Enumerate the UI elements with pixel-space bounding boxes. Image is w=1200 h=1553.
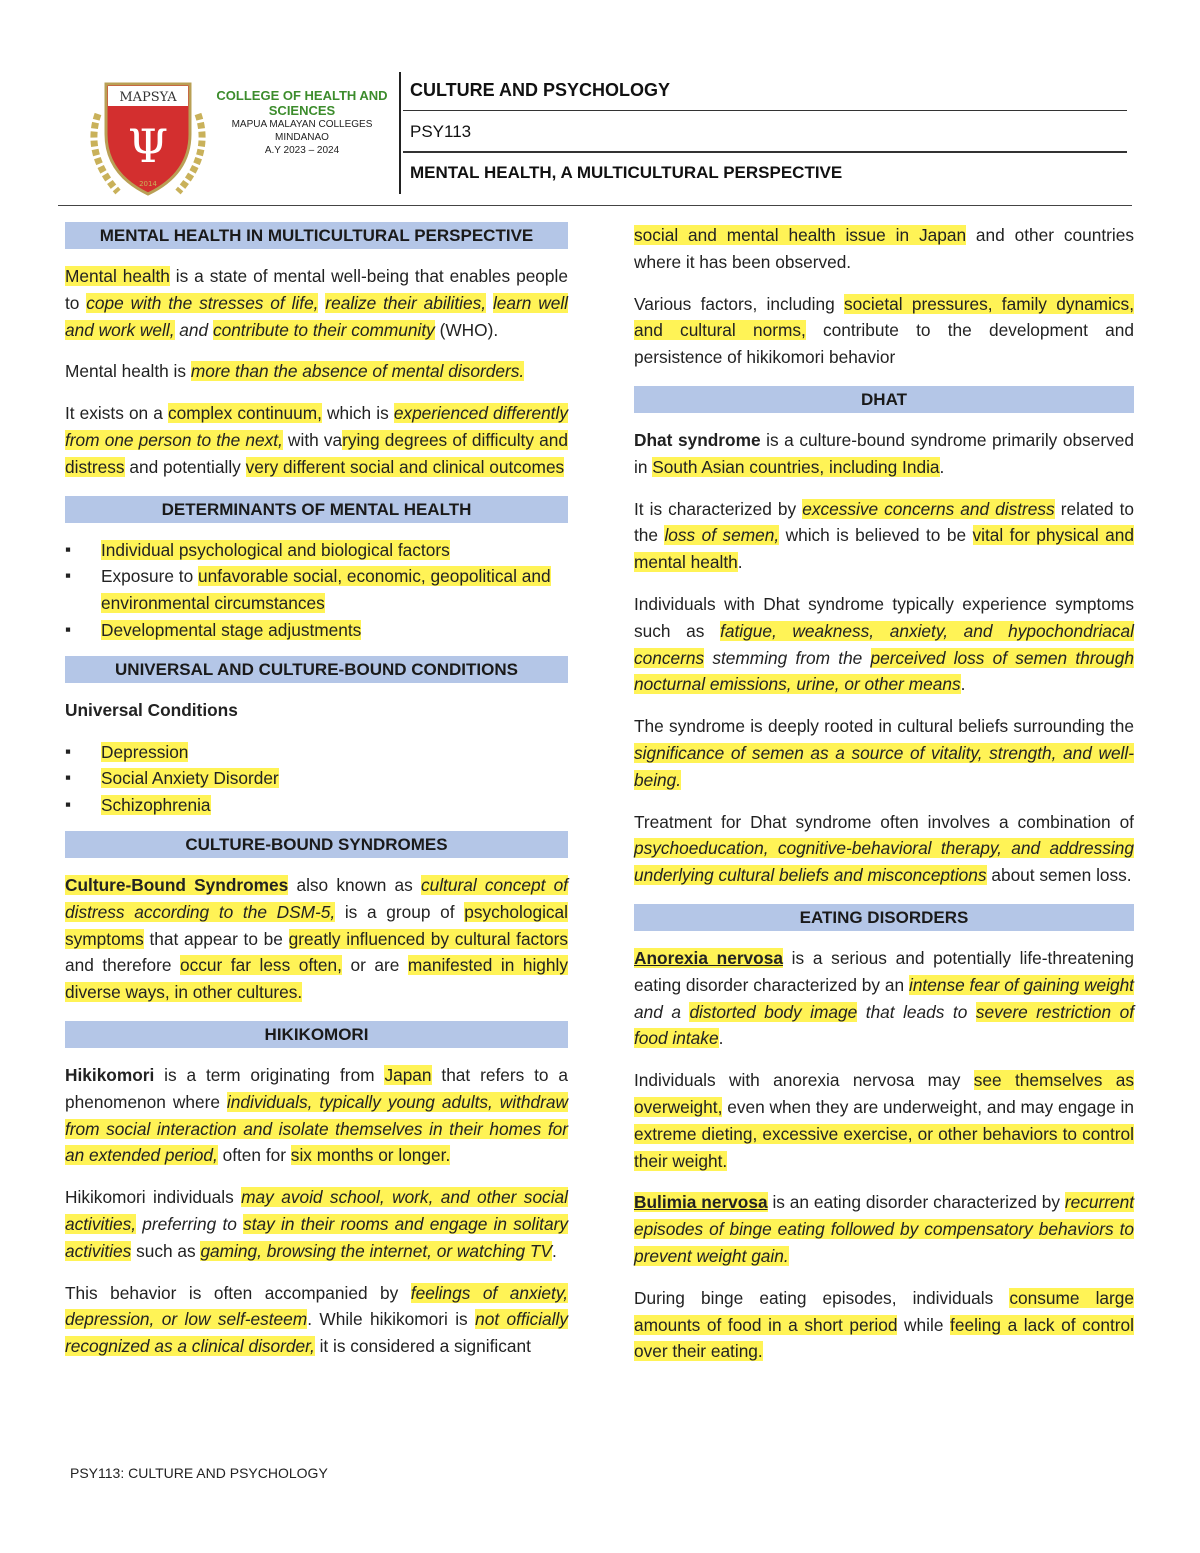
paragraph: Culture-Bound Syndromes also known as cultural concept of distress according to the DSM-5, is a group of psychological symptoms that appear to be greatly influenced by cultural factors and therefore occur far less often, or are manifested in highly diverse ways, in other cultures. xyxy=(65,874,569,1003)
section-heading-dhat: DHAT xyxy=(634,386,1134,413)
paragraph: Treatment for Dhat syndrome often involves a combination of psychoeducation, cognitive-behavioral therapy, and addressing underlying cultural beliefs and misconceptions about semen loss. xyxy=(634,811,1134,886)
list-item: ▪ Schizophrenia xyxy=(65,792,568,819)
school-name: MAPUA MALAYAN COLLEGES xyxy=(231,119,373,130)
list-item: ▪ Depression xyxy=(65,739,568,766)
right-column xyxy=(634,222,1134,1380)
paragraph: It is characterized by excessive concerns and distress related to the loss of semen, which is believed to be vital for physical and mental health. xyxy=(634,498,1134,573)
paragraph: Dhat syndrome is a culture-bound syndrome primarily observed in South Asian countries, including India. xyxy=(634,429,1134,477)
paragraph: Hikikomori is a term originating from Japan that refers to a phenomenon where individuals, typically young adults, withdraw from social interaction and isolate themselves in their homes for an extended period, often for six months or longer. xyxy=(65,1064,568,1166)
paragraph: Individuals with Dhat syndrome typically experience symptoms such as fatigue, weakness, anxiety, and hypochondriacal concerns stemming from the perceived loss of semen through nocturnal emissions, urine, or other means. xyxy=(634,593,1135,695)
college-name-line1: COLLEGE OF HEALTH AND xyxy=(216,88,388,103)
paragraph: It exists on a complex continuum, which is experienced differently from one person to the next, with varying degrees of difficulty and distress and potentially very different social and clinical outcomes xyxy=(65,403,568,477)
campus-name: MINDANAO xyxy=(275,132,329,143)
list-item: ▪ Exposure to unfavorable social, economic, geopolitical and environmental circumstances xyxy=(65,563,568,617)
list-item: ▪ Social Anxiety Disorder xyxy=(65,765,568,792)
section-heading-eating-disorders: EATING DISORDERS xyxy=(634,904,1134,931)
left-column xyxy=(65,222,568,1375)
paragraph: Bulimia nervosa is an eating disorder characterized by recurrent episodes of binge eating followed by compensatory behaviors to prevent weight gain. xyxy=(634,1192,1135,1266)
header-rule xyxy=(403,151,1127,153)
section-heading-mental-health: MENTAL HEALTH IN MULTICULTURAL PERSPECTIVE xyxy=(65,222,568,249)
college-name-line2: SCIENCES xyxy=(268,103,336,118)
universal-conditions-list xyxy=(65,739,568,819)
paragraph: Individuals with anorexia nervosa may see themselves as overweight, even when they are underweight, and may engage in extreme dieting, excessive exercise, or other behaviors to control their weight. xyxy=(634,1070,1134,1171)
subheading-universal-conditions: Universal Conditions xyxy=(65,699,238,720)
paragraph: Various factors, including societal pressures, family dynamics, and cultural norms, contribute to the development and persistence of hikikomori behavior xyxy=(634,293,1134,368)
paragraph: Anorexia nervosa is a serious and potentially life-threatening eating disorder characterized by an intense fear of gaining weight and a distorted body image that leads to severe restriction of food intake. xyxy=(634,947,1134,1049)
paragraph: Hikikomori individuals may avoid school, work, and other social activities, preferring to stay in their rooms and engage in solitary activities such as gaming, browsing the internet, or watching TV. xyxy=(65,1187,568,1261)
determinants-list xyxy=(65,537,568,644)
paragraph: Mental health is more than the absence of mental disorders. xyxy=(65,361,525,382)
section-heading-culture-bound: CULTURE-BOUND SYNDROMES xyxy=(65,831,568,858)
paragraph: social and mental health issue in Japan and other countries where it has been observed. xyxy=(634,225,1135,272)
header-bottom-rule xyxy=(58,205,1132,206)
svg-text:2014: 2014 xyxy=(139,180,157,188)
list-item: ▪ Developmental stage adjustments xyxy=(65,617,568,644)
academic-year: A.Y 2023 – 2024 xyxy=(264,145,340,156)
section-heading-determinants: DETERMINANTS OF MENTAL HEALTH xyxy=(65,496,568,523)
header-divider xyxy=(399,72,401,194)
paragraph: During binge eating episodes, individuals consume large amounts of food in a short period while feeling a lack of control over their eating. xyxy=(634,1287,1134,1362)
section-heading-hikikomori: HIKIKOMORI xyxy=(65,1021,568,1048)
page-footer: PSY113: CULTURE AND PSYCHOLOGY xyxy=(70,1465,328,1481)
course-code: PSY113 xyxy=(410,122,472,141)
paragraph: Mental health is a state of mental well-being that enables people to cope with the stresses of life, realize their abilities, learn well and work well, and contribute to their community (WHO). xyxy=(65,266,568,340)
header-rule xyxy=(403,110,1127,111)
section-heading-universal: UNIVERSAL AND CULTURE-BOUND CONDITIONS xyxy=(65,656,568,683)
topic-title: MENTAL HEALTH, A MULTICULTURAL PERSPECTIVE xyxy=(410,163,843,182)
paragraph: This behavior is often accompanied by feelings of anxiety, depression, or low self-esteem. While hikikomori is not officially recognized as a clinical disorder, it is considered a significant xyxy=(65,1282,568,1357)
course-title: CULTURE AND PSYCHOLOGY xyxy=(410,80,671,100)
mapsya-logo xyxy=(78,74,218,202)
paragraph: The syndrome is deeply rooted in cultural beliefs surrounding the significance of semen as a source of vitality, strength, and well-being. xyxy=(634,716,1134,790)
college-block xyxy=(214,88,390,157)
list-item: ▪ Individual psychological and biological factors xyxy=(65,537,568,564)
svg-text:Ψ: Ψ xyxy=(127,119,169,173)
logo-text: MAPSYA xyxy=(119,90,177,105)
